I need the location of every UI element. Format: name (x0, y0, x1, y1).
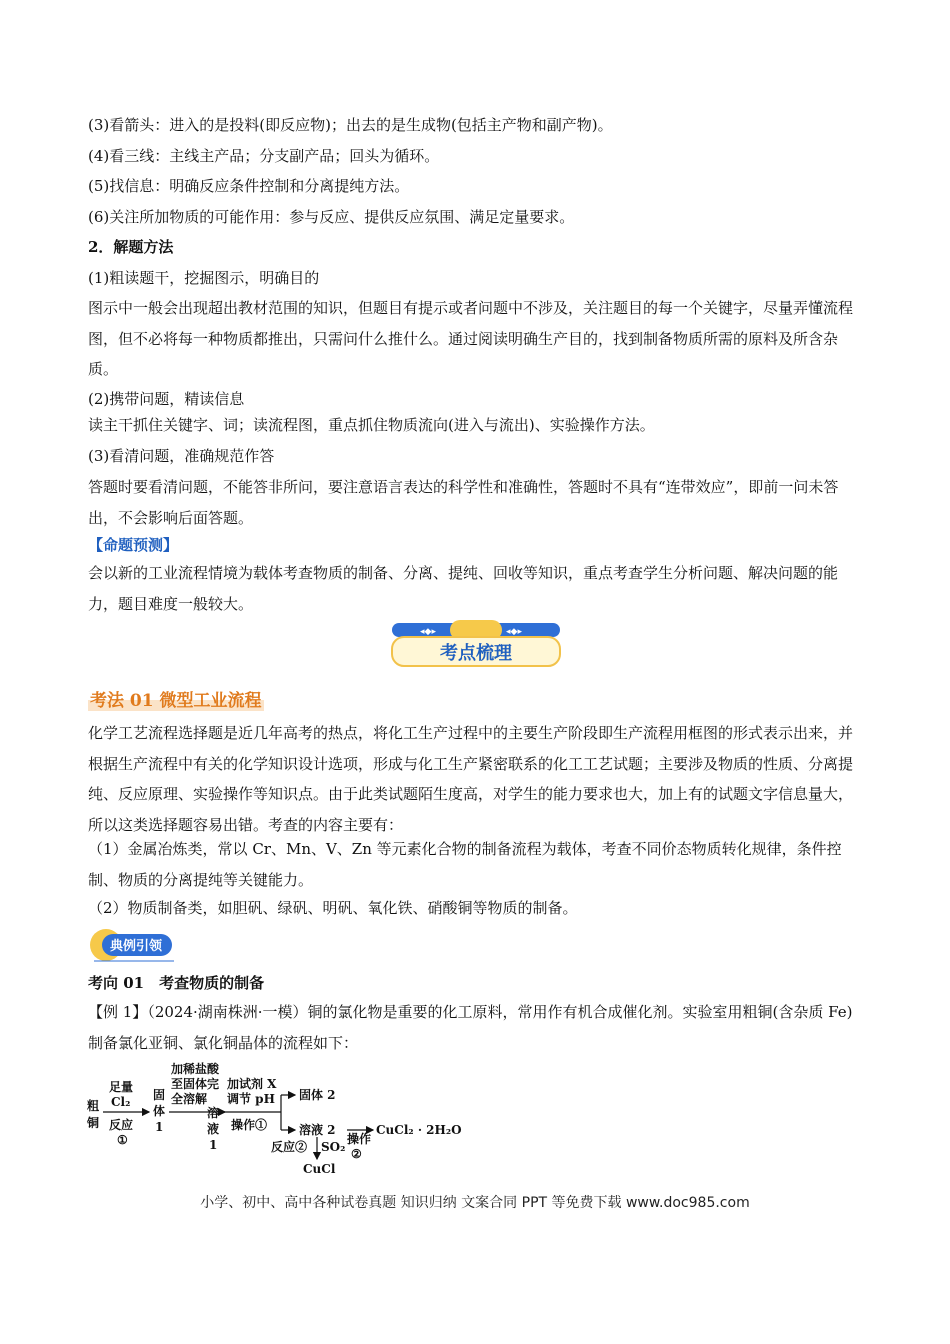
flow-label: SO₂ (321, 1140, 346, 1154)
flow-label: 操作① (231, 1118, 268, 1132)
flow-node: 1 (155, 1120, 164, 1134)
flow-node: 体 (153, 1104, 166, 1118)
process-flow-diagram (85, 1055, 485, 1180)
flow-node: CuCl₂ · 2H₂O (376, 1123, 462, 1137)
flow-start: 铜 (87, 1116, 100, 1130)
direction-title: 考向 01 考查物质的制备 (88, 974, 265, 992)
paragraph: 图示中一般会出现超出教材范围的知识，但题目有提示或者问题中不涉及，关注题目的每一个关键字，尽量弄懂流程图，但不必将每一种物质都推出，只需问什么推什么。通过阅读明确生产目的，找到制备物质所需的原料及所含杂质。 (88, 299, 854, 378)
text-line: (3)看箭头：进入的是投料(即反应物)；出去的是生成物(包括主产物和副产物)。 (88, 116, 613, 134)
svg-text:◂◆▸: ◂◆▸ (506, 627, 522, 637)
flow-node: CuCl (303, 1162, 336, 1176)
flow-node: 固 (153, 1088, 166, 1102)
section-banner (390, 620, 562, 668)
prediction-heading: 【命题预测】 (88, 536, 179, 554)
flow-node: 1 (209, 1138, 218, 1152)
text-line: (6)关注所加物质的可能作用：参与反应、提供反应氛围、满足定量要求。 (88, 208, 575, 226)
flow-label: 至固体完 (171, 1077, 220, 1091)
svg-text:◂◆▸: ◂◆▸ (420, 627, 436, 637)
example-label: 【例 1】 (88, 1003, 148, 1021)
paragraph: 会以新的工业流程情境为载体考查物质的制备、分离、提纯、回收等知识，重点考查学生分析问题、解决问题的能力，题目难度一般较大。 (88, 564, 839, 613)
paragraph: （1）金属冶炼类，常以 Cr、Mn、V、Zn 等元素化合物的制备流程为载体，考查不同价态物质转化规律，条件控制、物质的分离提纯等关键能力。 (88, 840, 842, 889)
flow-start: 粗 (87, 1099, 100, 1113)
text-line: 读主干抓住关键字、词；读流程图，重点抓住物质流向(进入与流出)、实验操作方法。 (88, 416, 655, 434)
flow-node: 固体 2 (299, 1088, 336, 1102)
example-chip (88, 928, 180, 964)
text-line: (1)粗读题干，挖掘图示，明确目的 (88, 269, 320, 287)
flow-label: 反应② (271, 1140, 308, 1154)
flow-node: 溶液 2 (299, 1123, 336, 1137)
flow-label: 操作 (347, 1132, 372, 1146)
text-line: （2）物质制备类，如胆矾、绿矾、明矾、氧化铁、硝酸铜等物质的制备。 (88, 899, 578, 917)
flow-label: 反应 (109, 1118, 134, 1132)
text-line: (4)看三线：主线主产品；分支副产品；回头为循环。 (88, 147, 440, 165)
paragraph: 化学工艺流程选择题是近几年高考的热点，将化工生产过程中的主要生产阶段即生产流程用框图的形式表示出来，并根据生产流程中有关的化学知识设计选项，形成与化工生产紧密联系的化工工艺试题；主要涉及物质的性质、分离提纯、反应原理、实验操作等知识点。由于此类试题陌生度高，对学生的能力要求也大，加上有的试题文字信息量大，所以这类选择题容易出错。考查的内容主要有： (88, 724, 854, 834)
section-heading: 2．解题方法 (88, 238, 174, 256)
flow-label: 加试剂 X (227, 1077, 277, 1091)
flow-node: 液 (207, 1122, 220, 1136)
flow-label: 调节 pH (227, 1092, 275, 1106)
flow-label: 足量 (109, 1080, 134, 1094)
text-line: (3)看清问题，准确规范作答 (88, 447, 275, 465)
chip-label: 典例引领 (109, 939, 163, 954)
flow-node: 溶 (207, 1106, 220, 1120)
paragraph: 答题时要看清问题，不能答非所问，要注意语言表达的科学性和准确性，答题时不具有“连带效应”，即前一问未答出，不会影响后面答题。 (88, 478, 839, 527)
flow-label: Cl₂ (111, 1095, 131, 1109)
example-text: （2024·湖南株洲·一模）铜的氯化物是重要的化工原料，常用作有机合成催化剂。实验室用粗铜(含杂质 Fe)制备氯化亚铜、氯化铜晶体的流程如下： (88, 1003, 853, 1052)
page-footer: 小学、初中、高中各种试卷真题 知识归纳 文案合同 PPT 等免费下载 www.doc985.com (200, 1195, 750, 1211)
flow-label: ① (117, 1133, 128, 1147)
banner-label: 考点梳理 (440, 643, 512, 664)
text-line: (5)找信息：明确反应条件控制和分离提纯方法。 (88, 177, 410, 195)
flow-label: 全溶解 (171, 1092, 208, 1106)
flow-label: 加稀盐酸 (171, 1062, 220, 1076)
example-paragraph (88, 997, 858, 1059)
method-title: 考法 01 微型工业流程 (88, 686, 264, 711)
flow-label: ② (351, 1147, 362, 1161)
text-line: (2)携带问题，精读信息 (88, 390, 245, 408)
